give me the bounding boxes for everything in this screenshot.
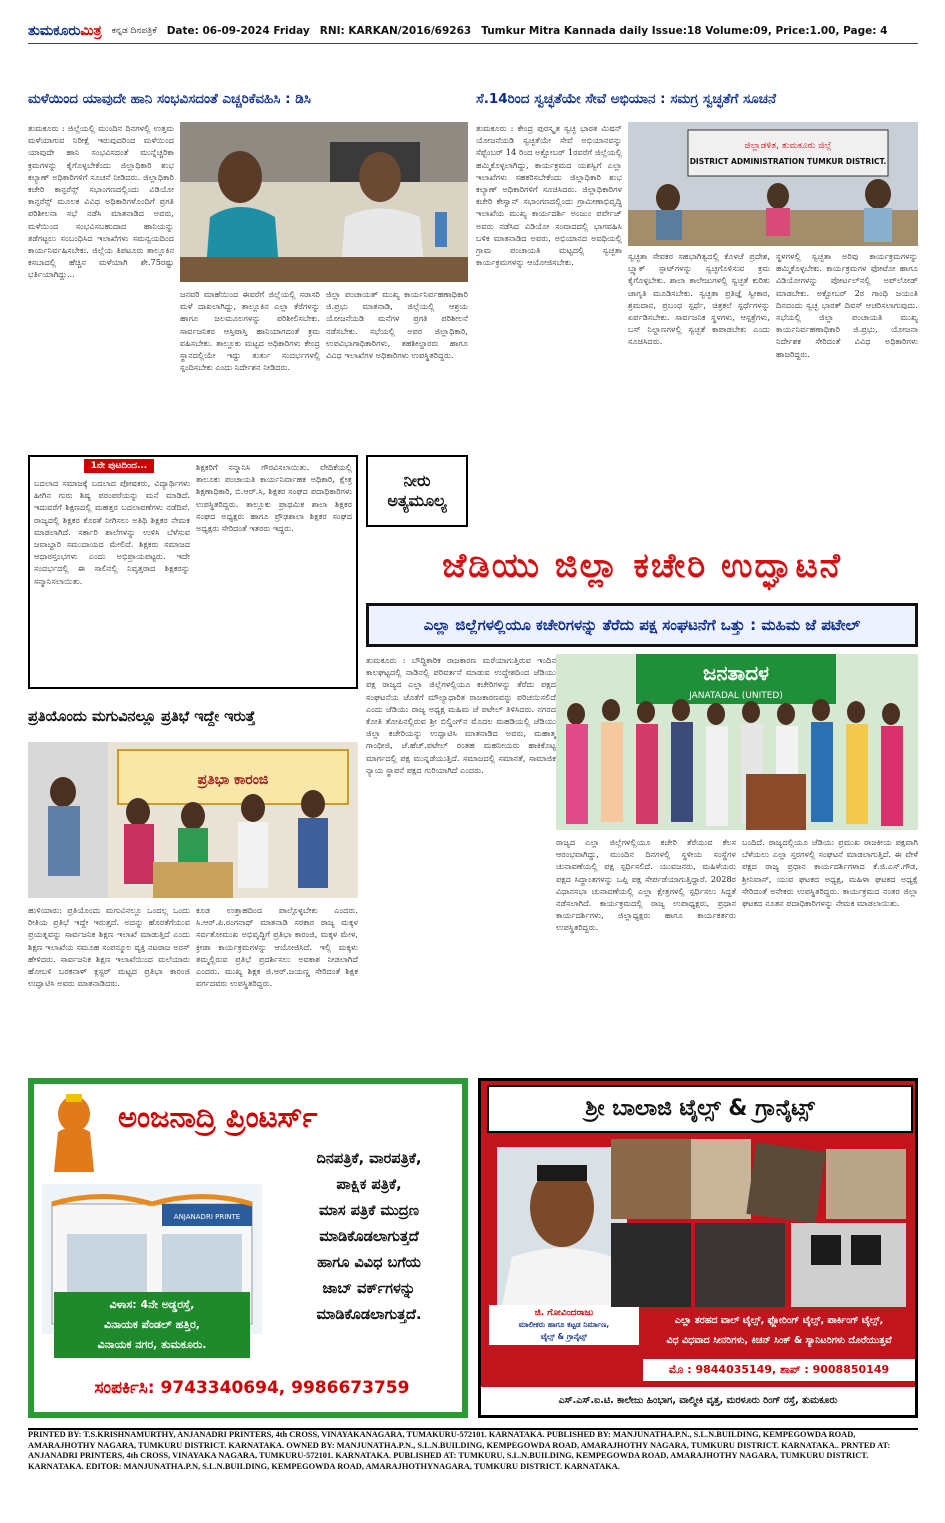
issue-meta: Tumkur Mitra Kannada daily Issue:18 Volume:09, Price:1.00, Page: 4 <box>481 24 888 37</box>
story1-body-top: ತುಮಕೂರು : ಜಿಲ್ಲೆಯಲ್ಲಿ ಮುಂದಿನ ದಿನಗಳಲ್ಲಿ ಉತ್ತಮ ಮಳೆಯಾಗುವ ನಿರೀಕ್ಷೆ ಇರುವುದರಿಂದ ಮಳೆಯಿಂದ ಯಾವುದೇ ಹಾನಿ ಸಂಭವಿಸದಂತೆ ಮುನ್ನೆಚ್ಚರಿಕಾ ಕ್ರಮಗಳನ್ನು ಕೈಗೊಳ್ಳಬೇಕೆಂದು ಜಿಲ್ಲಾಧಿಕಾರಿ ಶುಭ ಕಲ್ಯಾಣ್ ಅಧಿಕಾರಿಗಳಿಗೆ ಸೂಚನೆ ನೀಡಿದರು. ಜಿಲ್ಲಾಧಿಕಾರಿ ಕಚೇರಿ ಕಾನ್ಫರೆನ್ಸ್ ಸಭಾಂಗಣದಲ್ಲಿಂದು ವಿಡಿಯೋ ಕಾನ್ಫರೆನ್ಸ್ ಮೂಲಕ ವಿವಿಧ ಅಧಿಕಾರಿಗಳೊಂದಿಗೆ ಪ್ರಗತಿ ಪರಿಶೀಲನಾ ಸಭೆ ನಡೆಸಿ ಮಾತನಾಡಿದ ಅವರು, ಮಳೆಯಿಂದ ಸಂಭವಿಸಬಹುದಾದ ಹಾನಿಯನ್ನು ತಡೆಗಟ್ಟಲು ಸಂಬಂಧಿಸಿದ ಇಲಾಖೆಗಳು ಸಮನ್ವಯದಿಂದ ಕಾರ್ಯನಿರ್ವಹಿಸಬೇಕು. ಜಿಲ್ಲೆಯ ತಿಪಟೂರು ತಾಲ್ಲೂಕಿನ ಕಸಬಾದಲ್ಲಿ ಹೆಚ್ಚಿನ ಮಳೆಯಾಗಿ ಶೇ.75ರಷ್ಟು ಭರ್ತಿಯಾಗಿದ್ದು... <box>28 123 174 280</box>
story5-body-a: ರಾಜ್ಯದ ಎಲ್ಲಾ ಜಿಲ್ಲೆಗಳಲ್ಲಿಯೂ ಕಚೇರಿ ತೆರೆಯುವ ಕೆಲಸ ಆರಂಭವಾಗಿದ್ದು, ಮುಂದಿನ ದಿನಗಳಲ್ಲಿ ಸ್ಥಳೀಯ ಸಂಸ್ಥೆಗಳ ಚುನಾವಣೆಯಲ್ಲಿ ಪಕ್ಷ ಸ್ಪರ್ಧಿಸಲಿದೆ. ಯುವಜನರು, ಮಹಿಳೆಯರು ಪಕ್ಷದ ಸಿದ್ಧಾಂತಗಳನ್ನು ಒಪ್ಪಿ ಪಕ್ಷ ಸೇರ್ಪಡೆಯಾಗುತ್ತಿದ್ದಾರೆ. 2028ರ ವಿಧಾನಸಭಾ ಚುನಾವಣೆಯಲ್ಲಿ ಎಲ್ಲಾ ಕ್ಷೇತ್ರಗಳಲ್ಲಿ ಸ್ಪರ್ಧಿಸಲು ಸಿದ್ಧತೆ ನಡೆಸಲಾಗಿದೆ. ಕಾರ್ಯಕ್ರಮದಲ್ಲಿ ರಾಜ್ಯ ಉಪಾಧ್ಯಕ್ಷರು, ಪ್ರಧಾನ ಕಾರ್ಯದರ್ಶಿಗಳು, ಜಿಲ್ಲಾಧ್ಯಕ್ಷರು ಹಾಗೂ ಕಾರ್ಯಕರ್ತರು ಉಪಸ್ಥಿತರಿದ್ದರು. <box>556 837 736 933</box>
imprint-footer: PRINTED BY: T.S.KRISHNAMURTHY, ANJANADRI PRINTERS, 4th CROSS, VINAYAKANAGARA, TUMAKURU-572101. KARNATAKA. PUBLISHED BY: MANJUNATHA.P.N., S.L.N.BUILDING, KEMPEGOWDA ROAD, AMARAJHOTHY NAGARA, TUMKURU DISTRICT. KARNATAKA. OWNED BY: MANJUNATHA.P.N., S.L.N.BUILDING, KEMPEGOWDA ROAD, AMARAJHOTHY NAGARA, TUMKURU DISTRICT. KARNATAKA.. PRNTED AT: ANJANADRI PRINTERS, 4th CROSS, VINAYAKA NAGARA, TUMKURU-572101. KARNATAKA. PUBLISHED AT: TUMKURU, S.L.N.BUILDING, KEMPEGOWDA ROAD, AMARAJHOTHY NAGARA, TUMKURU DISTRICT. KARNATAKA. EDITOR: MANJUNATHA.P.N, S.L.N.BUILDING, KEMPEGOWDA ROAD, AMARAJHOTHYNAGARA, TUMKURU DISTRICT. KARNATAKA. <box>28 1428 918 1488</box>
masthead <box>28 18 918 44</box>
owner-name: ಜಿ. ಗೋವಿಂದರಾಜು <box>534 1308 594 1318</box>
ad1-address-box <box>54 1292 250 1358</box>
service-line-1: ದಿನಪತ್ರಿಕೆ, ವಾರಪತ್ರಿಕೆ, <box>316 1151 422 1167</box>
story1-body-b: ಜಿಲ್ಲಾ ಪಂಚಾಯತ್ ಮುಖ್ಯ ಕಾರ್ಯನಿರ್ವಹಣಾಧಿಕಾರಿ ಜಿ.ಪ್ರಭು ಮಾತನಾಡಿ, ಜಿಲ್ಲೆಯಲ್ಲಿ ಆಶ್ರಯ ಯೋಜನೆಯಡಿ ಮನೆಗಳ ಪ್ರಗತಿ ಪರಿಶೀಲನೆ ನಡೆಸಬೇಕು. ಸಭೆಯಲ್ಲಿ ಅಪರ ಜಿಲ್ಲಾಧಿಕಾರಿ, ಉಪವಿಭಾಗಾಧಿಕಾರಿಗಳು, ತಹಶೀಲ್ದಾರರು ಹಾಗೂ ವಿವಿಧ ಇಲಾಖೆಗಳ ಅಧಿಕಾರಿಗಳು ಉಪಸ್ಥಿತರಿದ್ದರು. <box>326 289 468 361</box>
address-line-3: ವಿನಾಯಕ ನಗರ, ತುಮಕೂರು. <box>97 1338 207 1351</box>
story1-headline: ಮಳೆಯಿಂದ ಯಾವುದೇ ಹಾನಿ ಸಂಭವಿಸದಂತೆ ಎಚ್ಚರಿಕೆವಹಿಸಿ : ಡಿಸಿ <box>28 91 311 107</box>
ad1-services <box>274 1146 464 1358</box>
story3-box <box>28 455 358 689</box>
address-line-1: ವಿಳಾಸ: 4ನೇ ಅಡ್ಡರಸ್ತೆ, <box>109 1298 195 1311</box>
story2-headline: ಸೆ.14ರಿಂದ ಸ್ವಚ್ಛತೆಯೇ ಸೇವೆ ಅಭಿಯಾನ : ಸಮಗ್ರ ಸ್ವಚ್ಛತೆಗೆ ಸೂಚನೆ <box>476 91 776 107</box>
jdu-office-inauguration-photo <box>556 654 918 830</box>
story3-body-left: ಬದಲಾದ ಸಮಾಜಕ್ಕೆ ಬದಲಾದ ಪೋಷಕರು, ವಿದ್ಯಾರ್ಥಿಗಳು ಹೀಗಿನ ಗುರು ಶಿಷ್ಯ ಪರಂಪರೆಯನ್ನು ಮನೆ ಮಾಡಿದೆ. ಇದುವರೆಗೆ ಶಿಕ್ಷಣದಲ್ಲಿ ಮಹತ್ತರ ಬದಲಾವಣೆಗಳು ನಡೆದಿವೆ. ರಾಜ್ಯದಲ್ಲಿ ಶಿಕ್ಷಕರ ಕೊರತೆ ನೀಗಿಸಲು ಅತಿಥಿ ಶಿಕ್ಷಕರ ನೇಮಕ ಮಾಡಲಾಗಿದೆ. ಸರ್ಕಾರಿ ಶಾಲೆಗಳನ್ನು ಉಳಿಸಿ ಬೆಳೆಸುವ ಜವಾಬ್ದಾರಿ ಸಮುದಾಯದ ಮೇಲಿದೆ. ಶಿಕ್ಷಕರು ಸಮಾಜದ ಆಧಾರಸ್ತಂಭಗಳು ಎಂದು ಅಭಿಪ್ರಾಯಪಟ್ಟರು. ಇದೇ ಸಂದರ್ಭದಲ್ಲಿ ಈ ಸಾಲಿನಲ್ಲಿ ನಿವೃತ್ತರಾದ ಶಿಕ್ಷಕರನ್ನು ಸನ್ಮಾನಿಸಲಾಯಿತು. <box>34 478 190 586</box>
slogan-line-2: ಅತ್ಯಮೂಲ್ಯ <box>387 491 447 510</box>
services-line-1: ಎಲ್ಲಾ ತರಹದ ವಾಲ್ ಟೈಲ್ಸ್, ಫ್ಲೋರಿಂಗ್ ಟೈಲ್ಸ್, ಪಾರ್ಕಿಂಗ್ ಟೈಲ್ಸ್, <box>674 1315 884 1326</box>
address-line-2: ವಿನಾಯಕ ಪೆಂಡಲ್ ಹತ್ತಿರ, <box>104 1318 200 1331</box>
rni-number: RNI: KARKAN/2016/69263 <box>319 24 472 37</box>
owner-name-box <box>489 1305 639 1345</box>
service-line-2: ಪಾಕ್ಷಿಕ ಪತ್ರಿಕೆ, <box>336 1177 402 1193</box>
ad2-title: ಶ್ರೀ ಬಾಲಾಜಿ ಟೈಲ್ಸ್ & ಗ್ರಾನೈಟ್ಸ್ <box>487 1085 913 1133</box>
service-line-4: ಮಾಡಿಕೊಡಲಾಗುತ್ತದೆ <box>319 1229 419 1245</box>
story4-body-left: ಹುಳಿಯಾರು: ಪ್ರತಿಯೊಂದು ಮಗುವಿನಲ್ಲೂ ಒಂದಲ್ಲ ಒಂದು ರೀತಿಯ ಪ್ರತಿಭೆ ಇದ್ದೇ ಇರುತ್ತದೆ. ಅದನ್ನು ಹೊರತೆಗೆಯುವ ಪ್ರಯತ್ನವನ್ನು ಸಾರ್ವಜನಿಕ ಶಿಕ್ಷಣ ಇಲಾಖೆ ಮಾಡುತ್ತಿದೆ ಎಂದು ಶಿಕ್ಷಣ ಇಲಾಖೆಯ ಸಮೂಹ ಸಂಪನ್ಮೂಲ ವ್ಯಕ್ತಿ ನಟರಾಜ ಅರಸ್ ಹೇಳಿದರು. ಸಾರ್ವಜನಿಕ ಶಿಕ್ಷಣ ಇಲಾಖೆಯಿಂದ ಮಲೆಯಾರು ಹೋಬಳಿ ಬರಕನಾಳ್ ಕ್ಲಸ್ಟರ್ ಮಟ್ಟದ ಪ್ರತಿಭಾ ಕಾರಂಜಿ ಉದ್ಘಾಟಿಸಿ ಅವರು ಮಾತನಾಡಿದರು. <box>28 905 190 989</box>
masthead-logo: ತುಮಕೂರುಮಿತ್ರ <box>28 22 102 39</box>
district-admin-photo <box>628 122 918 246</box>
ad1-contact: ಸಂಪರ್ಕಿಸಿ: 9743340694, 9986673759 <box>94 1378 410 1398</box>
service-line-6: ಜಾಬ್ ವರ್ಕ್‌ಗಳನ್ನು <box>322 1281 416 1297</box>
ad2-address: ಎಸ್.ಎಸ್.ಐ.ಟಿ. ಕಾಲೇಜು ಹಿಂಭಾಗ, ವಾಲ್ಮೀಕಿ ವೃತ್ತ, ಮರಳೂರು ರಿಂಗ್ ರಸ್ತೆ, ತುಮಕೂರು <box>481 1387 915 1415</box>
story5-body-top2 <box>366 828 550 1070</box>
story2-photo <box>628 122 918 246</box>
story2-body-left: ತುಮಕೂರು : ಕೇಂದ್ರ ಪುರಸ್ಕೃತ ಸ್ವಚ್ಛ ಭಾರತ ಮಿಷನ್ ಯೋಜನೆಯಡಿ ಸ್ವಚ್ಛತೆಯೇ ಸೇವೆ ಅಭಿಯಾನವನ್ನು ಸೆಪ್ಟೆಂಬರ್ 14 ರಿಂದ ಅಕ್ಟೋಬರ್ 1ರವರೆಗೆ ಜಿಲ್ಲೆಯಲ್ಲಿ ಹಮ್ಮಿಕೊಳ್ಳಲಾಗಿದ್ದು, ಕಾರ್ಯಕ್ರಮದ ಯಶಸ್ವಿಗೆ ಎಲ್ಲಾ ಇಲಾಖೆಗಳು ಸಹಕರಿಸಬೇಕೆಂದು ಜಿಲ್ಲಾಧಿಕಾರಿ ಶುಭ ಕಲ್ಯಾಣ್ ಅಧಿಕಾರಿಗಳಿಗೆ ಸೂಚಿಸಿದರು. ಜಿಲ್ಲಾಧಿಕಾರಿಗಳ ಕಚೇರಿ ಕೇಸ್ವಾನ್ ಸಭಾಂಗಣದಲ್ಲಿಂದು ಗ್ರಾಮೀಣಾಭಿವೃದ್ಧಿ ಇಲಾಖೆಯ ಮುಖ್ಯ ಕಾರ್ಯದರ್ಶಿ ಅಂಜುಂ ಪರ್ವೇಜ್ ಅವರು ನಡೆಸಿದ ವಿಡಿಯೋ ಸಂವಾದದಲ್ಲಿ ಭಾಗವಹಿಸಿ ಬಳಿಕ ಮಾತನಾಡಿದ ಅವರು, ಅಭಿಯಾನದ ಅವಧಿಯಲ್ಲಿ ಗ್ರಾಮ ಪಂಚಾಯತಿ ಮಟ್ಟದಲ್ಲಿ ಸ್ವಚ್ಛತಾ ಕಾರ್ಯಕ್ರಮಗಳನ್ನು ಆಯೋಜಿಸಬೇಕು. <box>476 123 622 268</box>
meeting-photo-image <box>180 122 468 282</box>
continued-tag: 1ನೇ ಪುಟದಿಂದ... <box>84 459 154 473</box>
story4-headline: ಪ್ರತಿಯೊಂದು ಮಗುವಿನಲ್ಲೂ ಪ್ರತಿಭೆ ಇದ್ದೇ ಇರುತ್ತೆ <box>28 709 256 725</box>
water-slogan-box <box>366 455 468 527</box>
story2-body-right: ಸ್ಥಳಗಳಲ್ಲಿ ಸ್ವಚ್ಛತಾ ಅರಿವು ಕಾರ್ಯಕ್ರಮಗಳನ್ನು ಹಮ್ಮಿಕೊಳ್ಳಬೇಕು. ಕಾರ್ಯಕ್ರಮಗಳ ಫೋಟೋ ಹಾಗೂ ವಿಡಿಯೋಗಳನ್ನು ಪೋರ್ಟಲ್‌ನಲ್ಲಿ ಅಪ್‌ಲೋಡ್ ಮಾಡಬೇಕು. ಅಕ್ಟೋಬರ್ 2ರ ಗಾಂಧಿ ಜಯಂತಿ ದಿನದಂದು ಸ್ವಚ್ಛ ಭಾರತ್ ದಿವಸ್ ಆಚರಿಸಲಾಗುವುದು. ಸಭೆಯಲ್ಲಿ ಜಿಲ್ಲಾ ಪಂಚಾಯತಿ ಮುಖ್ಯ ಕಾರ್ಯನಿರ್ವಹಣಾಧಿಕಾರಿ ಜಿ.ಪ್ರಭು, ಯೋಜನಾ ನಿರ್ದೇಶಕ ಸೇರಿದಂತೆ ವಿವಿಧ ಅಧಿಕಾರಿಗಳು ಹಾಜರಿದ್ದರು. <box>776 251 918 359</box>
anjanadri-printers-ad <box>28 1078 468 1418</box>
pratibha-event-photo <box>28 742 358 898</box>
story1-photo <box>180 122 468 282</box>
masthead-subtitle: ಕನ್ನಡ ದಿನಪತ್ರಿಕೆ <box>111 25 157 36</box>
issue-date: Date: 06-09-2024 Friday <box>166 24 310 37</box>
party-banner-text: ಜನತಾದಳ <box>703 661 769 685</box>
slogan-line-1: ನೀರು <box>403 471 431 490</box>
hanuman-logo-icon <box>44 1092 104 1172</box>
story2-body-mid: ಸ್ವಚ್ಛತಾ ಸೇವಕರ ಸಹಭಾಗಿತ್ವದಲ್ಲಿ ಕೊಳಚೆ ಪ್ರದೇಶ, ಬ್ಲ್ಯಾಕ್ ಸ್ಪಾಟ್‌ಗಳನ್ನು ಸ್ವಚ್ಛಗೊಳಿಸುವ ಕ್ರಮ ಕೈಗೊಳ್ಳಬೇಕು. ಶಾಲಾ ಕಾಲೇಜುಗಳಲ್ಲಿ ಸ್ವಚ್ಛತೆ ಕುರಿತು ಜಾಗೃತಿ ಮೂಡಿಸಬೇಕು. ಸ್ವಚ್ಛತಾ ಪ್ರತಿಜ್ಞೆ ಸ್ವೀಕಾರ, ಶ್ರಮದಾನ, ಪ್ರಬಂಧ ಸ್ಪರ್ಧೆ, ಚಿತ್ರಕಲೆ ಸ್ಪರ್ಧೆಗಳನ್ನು ಏರ್ಪಡಿಸಬೇಕು. ಸಾರ್ವಜನಿಕ ಸ್ಥಳಗಳು, ಆಸ್ಪತ್ರೆಗಳು, ಬಸ್ ನಿಲ್ದಾಣಗಳಲ್ಲಿ ಸ್ವಚ್ಛತೆ ಕಾಪಾಡಬೇಕು ಎಂದು ಸೂಚಿಸಿದರು. <box>628 251 770 347</box>
event-banner-text: ಪ್ರತಿಭಾ ಕಾರಂಜಿ <box>197 772 269 788</box>
story4-body-right: ಕೂಡ ಉತ್ತಾಹದಿಂದ ಪಾಲ್ಗೊಳ್ಳಬೇಕು ಎಂದರು. ಸಿ.ಆರ್.ಪಿ.ರಂಗನಾಥ್ ಮಾತನಾಡಿ ಸರಕಾರ ರಾಜ್ಯ ಮಕ್ಕಳ ಸರ್ವತೋಮುಖ ಅಭಿವೃದ್ಧಿಗೆ ಪ್ರತಿಭಾ ಕಾರಂಜಿ, ಮಕ್ಕಳ ಮೇಳ, ಕ್ರೀಡಾ ಕಾರ್ಯಕ್ರಮಗಳನ್ನು ಆಯೋಜಿಸಿದೆ. ಇಲ್ಲಿ ಮಕ್ಕಳು ತಮ್ಮಲ್ಲಿರುವ ಪ್ರತಿಭೆ ಪ್ರದರ್ಶಿಸಲು ಅವಕಾಶ ನೀಡಲಾಗಿದೆ ಎಂದರು. ಮುಖ್ಯ ಶಿಕ್ಷಕ ಜಿ.ಆರ್.ಜಯಣ್ಣ ಸೇರಿದಂತೆ ಶಿಕ್ಷಕ ವರ್ಗದವರು ಉಪಸ್ಥಿತರಿದ್ದರು. <box>196 905 358 989</box>
ad2-services <box>643 1311 915 1355</box>
ad2-phone: ಮೊ : 9844035149, ಶಾಪ್ : 9008850149 <box>643 1359 915 1381</box>
services-line-2: ವಿಧ ವಿಧವಾದ ಸೀನರಿಗಳು, ಕಿಚನ್ ಸಿಂಕ್ & ಸ್ಯಾನಿಟರಿಗಳು ದೊರೆಯುತ್ತವೆ <box>666 1335 892 1346</box>
service-line-7: ಮಾಡಿಕೊಡಲಾಗುತ್ತದೆ. <box>316 1307 422 1323</box>
party-banner-subtext: JANATADAL (UNITED) <box>689 691 783 701</box>
owner-role-2: ಟೈಲ್ಸ್ & ಗ್ರಾನೈಟ್ಸ್ <box>540 1332 588 1341</box>
jdu-photo <box>556 654 918 830</box>
jdu-headline: ಜೆಡಿಯು ಜಿಲ್ಲಾ ಕಚೇರಿ ಉದ್ಘಾಟನೆ <box>442 546 842 586</box>
balaji-tiles-ad <box>478 1078 918 1418</box>
story4-photo <box>28 742 358 898</box>
shop-sign-text: ANJANADRI PRINTE <box>173 1213 241 1221</box>
tiles-collage <box>611 1139 911 1307</box>
photo-sign-english: DISTRICT ADMINISTRATION TUMKUR DISTRICT. <box>689 157 887 166</box>
service-line-3: ಮಾಸ ಪತ್ರಿಕೆ ಮುದ್ರಣ <box>318 1203 420 1219</box>
story1-body-a: ಜನವರಿ ಮಾಹೆಯಿಂದ ಈವರೆಗೆ ಜಿಲ್ಲೆಯಲ್ಲಿ ಸರಾಸರಿ ಮಳೆ ದಾಖಲಾಗಿದ್ದು, ತಾಲ್ಲೂಕಿನ ಎಲ್ಲಾ ಕೆರೆಗಳನ್ನು ಹಾಗೂ ಜಲಮೂಲಗಳನ್ನು ಪರಿಶೀಲಿಸಬೇಕು. ಸಾರ್ವಜನಿಕರ ಆಸ್ತಿಪಾಸ್ತಿ ಹಾನಿಯಾಗದಂತೆ ಕ್ರಮ ವಹಿಸಬೇಕು. ತಾಲ್ಲೂಕು ಮಟ್ಟದ ಅಧಿಕಾರಿಗಳು ಕೇಂದ್ರ ಸ್ಥಾನದಲ್ಲಿಯೇ ಇದ್ದು ತುರ್ತು ಸಂದರ್ಭಗಳಲ್ಲಿ ಸ್ಪಂದಿಸಬೇಕು ಎಂದು ನಿರ್ದೇಶನ ನೀಡಿದರು. <box>180 289 320 373</box>
service-line-5: ಹಾಗೂ ವಿವಿಧ ಬಗೆಯ <box>317 1255 421 1271</box>
owner-photo <box>497 1147 627 1305</box>
photo-sign-kannada: ಜಿಲ್ಲಾಡಳಿತ, ತುಮಕೂರು ಜಿಲ್ಲೆ <box>744 141 832 151</box>
story5-body-b: ಬಂದಿದೆ. ರಾಜ್ಯದಲ್ಲಿಯೂ ಜೆಡಿಯು ಪ್ರಮುಖ ರಾಜಕೀಯ ಪಕ್ಷವಾಗಿ ಬೆಳೆಯಲು ಎಲ್ಲಾ ಸ್ತರಗಳಲ್ಲಿ ಸಂಘಟನೆ ಮಾಡಲಾಗುತ್ತಿದೆ. ಈ ವೇಳೆ ಪಕ್ಷದ ರಾಜ್ಯ ಪ್ರಧಾನ ಕಾರ್ಯದರ್ಶಿಗಳಾದ ಕೆ.ಜಿ.ಎಸ್.ಗೌಡ, ಶ್ರೀನಿವಾಸ್, ಯುವ ಘಟಕದ ಅಧ್ಯಕ್ಷ, ಮಹಿಳಾ ಘಟಕದ ಅಧ್ಯಕ್ಷೆ ಸೇರಿದಂತೆ ಅನೇಕರು ಉಪಸ್ಥಿತರಿದ್ದರು. ಕಾರ್ಯಕ್ರಮದ ನಂತರ ಜಿಲ್ಲಾ ಘಟಕದ ನೂತನ ಪದಾಧಿಕಾರಿಗಳನ್ನು ನೇಮಕ ಮಾಡಲಾಯಿತು. <box>742 837 918 909</box>
ad1-title: ಅಂಜನಾದ್ರಿ ಪ್ರಿಂಟರ್ಸ್ <box>118 1100 318 1134</box>
story3-body-right: ಶಿಕ್ಷಕರಿಗೆ ಸನ್ಮಾನಿಸಿ ಗೌರವಿಸಲಾಯಿತು. ವೇದಿಕೆಯಲ್ಲಿ ತಾಲೂಕು ಪಂಚಾಯತಿ ಕಾರ್ಯನಿರ್ವಾಹಕ ಅಧಿಕಾರಿ, ಕ್ಷೇತ್ರ ಶಿಕ್ಷಣಾಧಿಕಾರಿ, ಬಿ.ಆರ್.ಸಿ, ಶಿಕ್ಷಕರ ಸಂಘದ ಪದಾಧಿಕಾರಿಗಳು ಉಪಸ್ಥಿತರಿದ್ದರು. ತಾಲ್ಲೂಕು ಪ್ರಾಥಮಿಕ ಶಾಲಾ ಶಿಕ್ಷಕರ ಸಂಘದ ಅಧ್ಯಕ್ಷರು ಹಾಗೂ ಪ್ರೌಢಶಾಲಾ ಶಿಕ್ಷಕರ ಸಂಘದ ಅಧ್ಯಕ್ಷರು ಸೇರಿದಂತೆ ಇತರರು ಇದ್ದರು. <box>196 462 352 534</box>
story5-body-top: ತುಮಕೂರು : ಬೌದ್ಧಿಕಾರಿಕ ರಾಜಕಾರಣ ಮರೆಯಾಗುತ್ತಿರುವ ಇಂದಿನ ಕಾಲಘಟ್ಟದಲ್ಲಿ ನಾಡಿನಲ್ಲಿ ಪರಿವರ್ತನೆ ಮಾಡುವ ಉದ್ದೇಶದಿಂದ ಜೆಡಿಯು ಪಕ್ಷ ರಾಜ್ಯದ ಎಲ್ಲಾ ಜಿಲ್ಲೆಗಳಲ್ಲಿಯೂ ಕಚೇರಿಗಳನ್ನು ತೆರೆದು ಪಕ್ಷದ ಸಂಘಟನೆಯ ಜೊತೆಗೆ ಮೌಲ್ಯಾಧಾರಿತ ರಾಜಕಾರಣವನ್ನು ಪರಿಚಯಿಸಲಿದೆ ಎಂದು ಜೆಡಿಯು ರಾಜ್ಯ ಅಧ್ಯಕ್ಷ ಮಹಿಮ ಜೆ ಪಟೇಲ್ ತಿಳಿಸಿದರು. ನಗರದ ಕೋತಿ ತೋಪಿನಲ್ಲಿರುವ ಶ್ರೀ ಬಿಲ್ಡಿಂಗ್‌ನ ಮೊದಲ ಮಹಡಿಯಲ್ಲಿ ಜೆಡಿಯು ಜಿಲ್ಲಾ ಕಚೇರಿಯನ್ನು ಉದ್ಘಾಟಿಸಿ ಮಾತನಾಡಿದ ಅವರು, ಮಹಾತ್ಮ ಗಾಂಧೀಜಿ, ಜೆ.ಹೆಚ್.ಪಟೇಲ್ ರಂತಹ ಮಹನೀಯರು ಹಾಕಿಕೊಟ್ಟ ಮಾರ್ಗದಲ್ಲಿ ಪಕ್ಷ ಮುನ್ನಡೆಯುತ್ತಿದೆ. ಸಮಾಜದಲ್ಲಿ ಸಮಾನತೆ, ಸಾಮಾಜಿಕ ನ್ಯಾಯ ಸ್ಥಾಪನೆ ಪಕ್ಷದ ಗುರಿಯಾಗಿದೆ ಎಂದರು. <box>366 655 556 775</box>
owner-role: ಮಾಲೀಕರು ಹಾಗೂ ಕಟ್ಟಡ ನಿರ್ಮಾಣ, <box>518 1320 610 1329</box>
jdu-subheadline: ಎಲ್ಲಾ ಜಿಲ್ಲೆಗಳಲ್ಲಿಯೂ ಕಚೇರಿಗಳನ್ನು ತೆರೆದು ಪಕ್ಷ ಸಂಘಟನೆಗೆ ಒತ್ತು : ಮಹಿಮ ಜೆ ಪಟೇಲ್ <box>366 603 918 647</box>
